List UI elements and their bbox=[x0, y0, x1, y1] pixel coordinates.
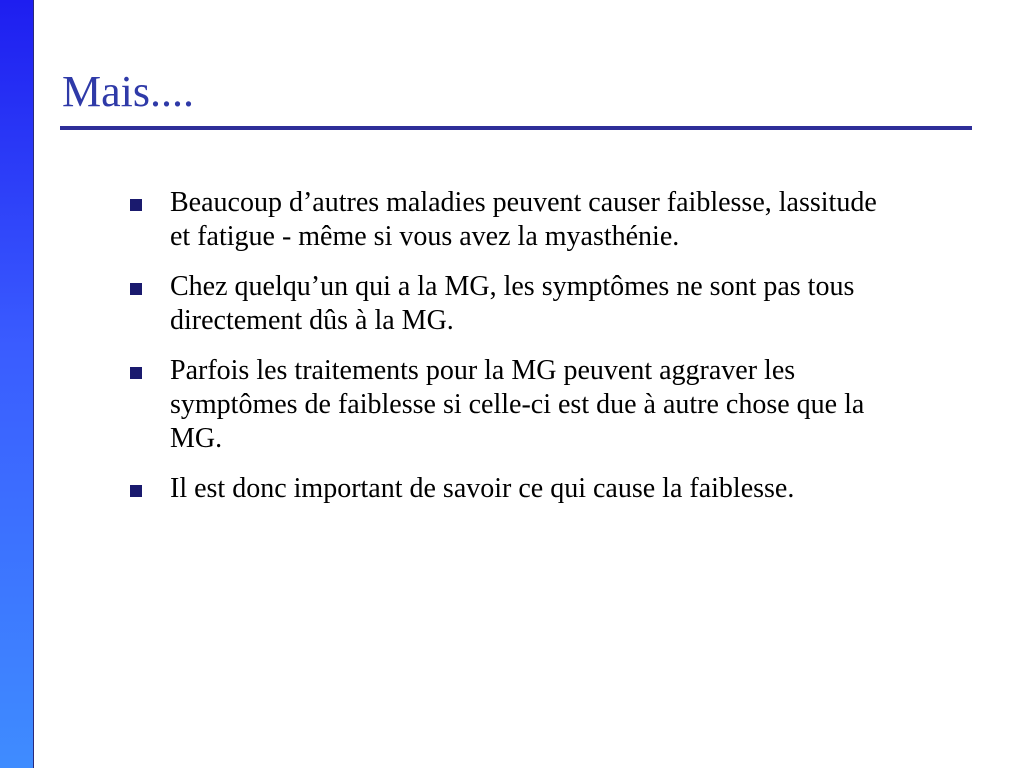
list-item bbox=[128, 472, 898, 506]
list-item bbox=[128, 186, 898, 254]
side-gradient-bar bbox=[0, 0, 34, 768]
list-item bbox=[128, 270, 898, 338]
list-item bbox=[128, 354, 898, 456]
square-bullet-icon bbox=[130, 199, 142, 211]
slide-title: Mais.... bbox=[62, 67, 194, 116]
bullet-text: Il est donc important de savoir ce qui cause la faiblesse. bbox=[170, 473, 795, 504]
bullet-text: Beaucoup d’autres maladies peuvent causer faiblesse, lassitude et fatigue - même si vous avez la myasthénie. bbox=[170, 187, 877, 252]
title-underline bbox=[60, 126, 972, 130]
square-bullet-icon bbox=[130, 485, 142, 497]
square-bullet-icon bbox=[130, 283, 142, 295]
square-bullet-icon bbox=[130, 367, 142, 379]
bullet-text: Parfois les traitements pour la MG peuvent aggraver les symptômes de faiblesse si celle-ci est due à autre chose que la MG. bbox=[170, 355, 865, 454]
bullet-text: Chez quelqu’un qui a la MG, les symptômes ne sont pas tous directement dûs à la MG. bbox=[170, 271, 855, 336]
bullet-list bbox=[128, 186, 898, 522]
